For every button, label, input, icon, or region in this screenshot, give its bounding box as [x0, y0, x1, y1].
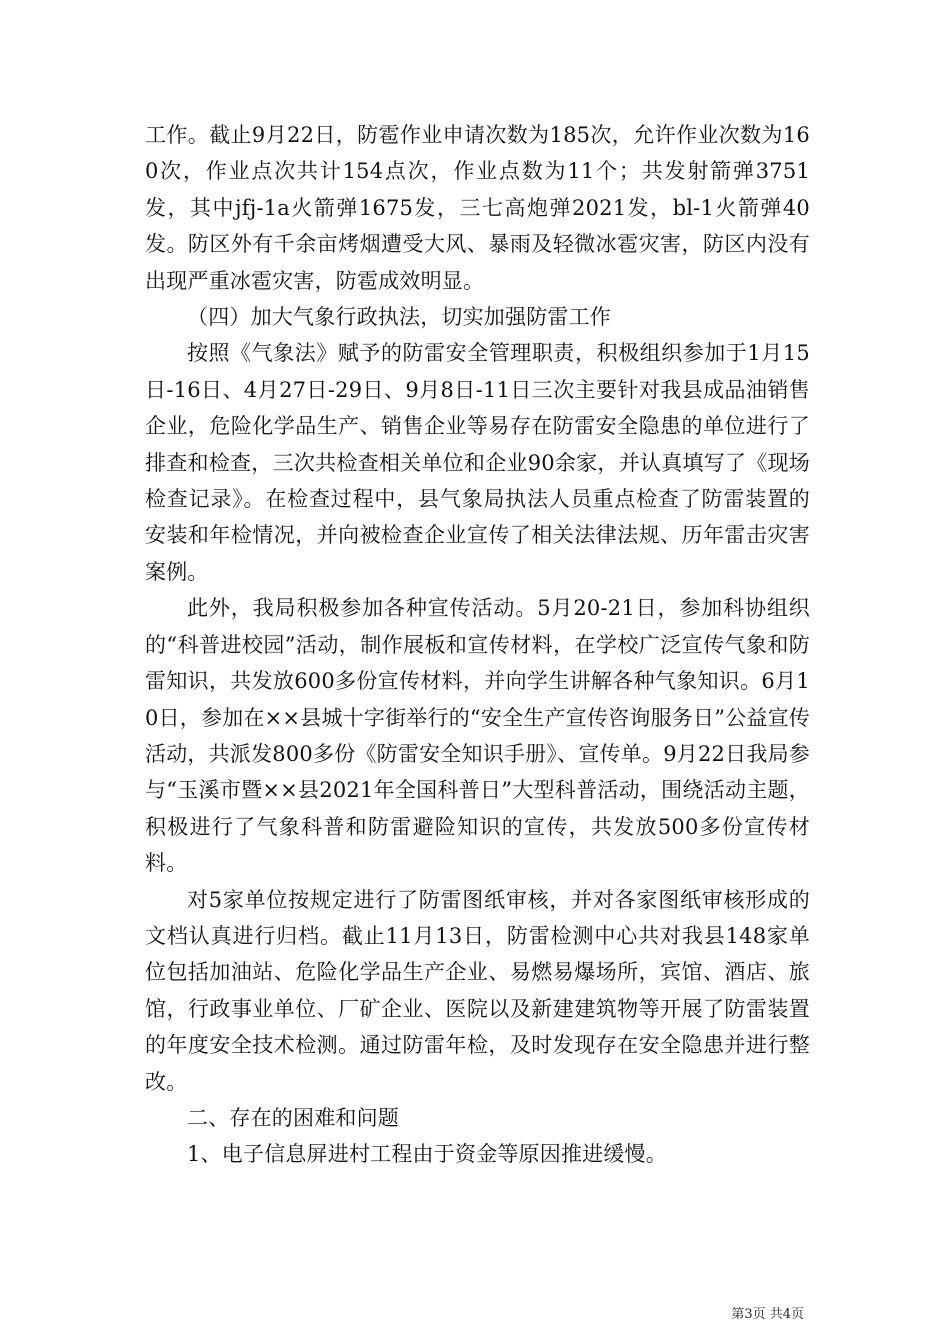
list-item-problem-1: 1、电子信息屏进村工程由于资金等原因推进缓慢。 [187, 1142, 667, 1167]
paragraph-publicity: 此外，我局积极参加各种宣传活动。5月20-21日，参加科协组织的“科普进校园”活动，制作展板和宣传材料，在学校广泛宣传气象和防雷知识，共发放600多份宣传材料，并向学生讲解各种气象知识。6月10日，参加在××县城十字街举行的“安全生产宣传咨询服务日”公益宣传活动，共派发800多份《防雷安全知识手册》、宣传单。9月22日我局参与“玉溪市暨××县2021年全国科普日”大型科普活动，围绕活动主题，积极进行了气象科普和防雷避险知识的宣传，共发放500多份宣传材料。 [145, 596, 810, 876]
section-heading-problems: 二、存在的困难和问题 [187, 1105, 399, 1130]
paragraph-hail-statistics: 工作。截止9月22日，防雹作业申请次数为185次，允许作业次数为160次，作业点次共计154点次，作业点数为11个；共发射箭弹3751发，其中jfj-1a火箭弹1675发，三七高炮弹2021发，bl-1火箭弹40发。防区外有千余亩烤烟遭受大风、暴雨及轻微冰雹灾害，防区内没有出现严重冰雹灾害，防雹成效明显。 [145, 123, 810, 293]
section-heading-lightning: （四）加大气象行政执法，切实加强防雷工作 [187, 305, 611, 330]
paragraph-inspections: 按照《气象法》赋予的防雷安全管理职责，积极组织参加于1月15日-16日、4月27日-29日、9月8日-11日三次主要针对我县成品油销售企业，危险化学品生产、销售企业等易存在防雷安全隐患的单位进行了排查和检查，三次共检查相关单位和企业90余家，并认真填写了《现场检查记录》。在检查过程中，县气象局执法人员重点检查了防雷装置的安装和年检情况，并向被检查企业宣传了相关法律法规、历年雷击灾害案例。 [145, 341, 810, 584]
document-body [145, 117, 810, 1173]
page-number: 第3页 共4页 [731, 1307, 804, 1322]
paragraph-review-testing: 对5家单位按规定进行了防雷图纸审核，并对各家图纸审核形成的文档认真进行归档。截止11月13日，防雷检测中心共对我县148家单位包括加油站、危险化学品生产企业、易燃易爆场所，宾馆、酒店、旅馆，行政事业单位、厂矿企业、医院以及新建建筑物等开展了防雷装置的年度安全技术检测。通过防雷年检，及时发现存在安全隐患并进行整改。 [145, 887, 810, 1094]
